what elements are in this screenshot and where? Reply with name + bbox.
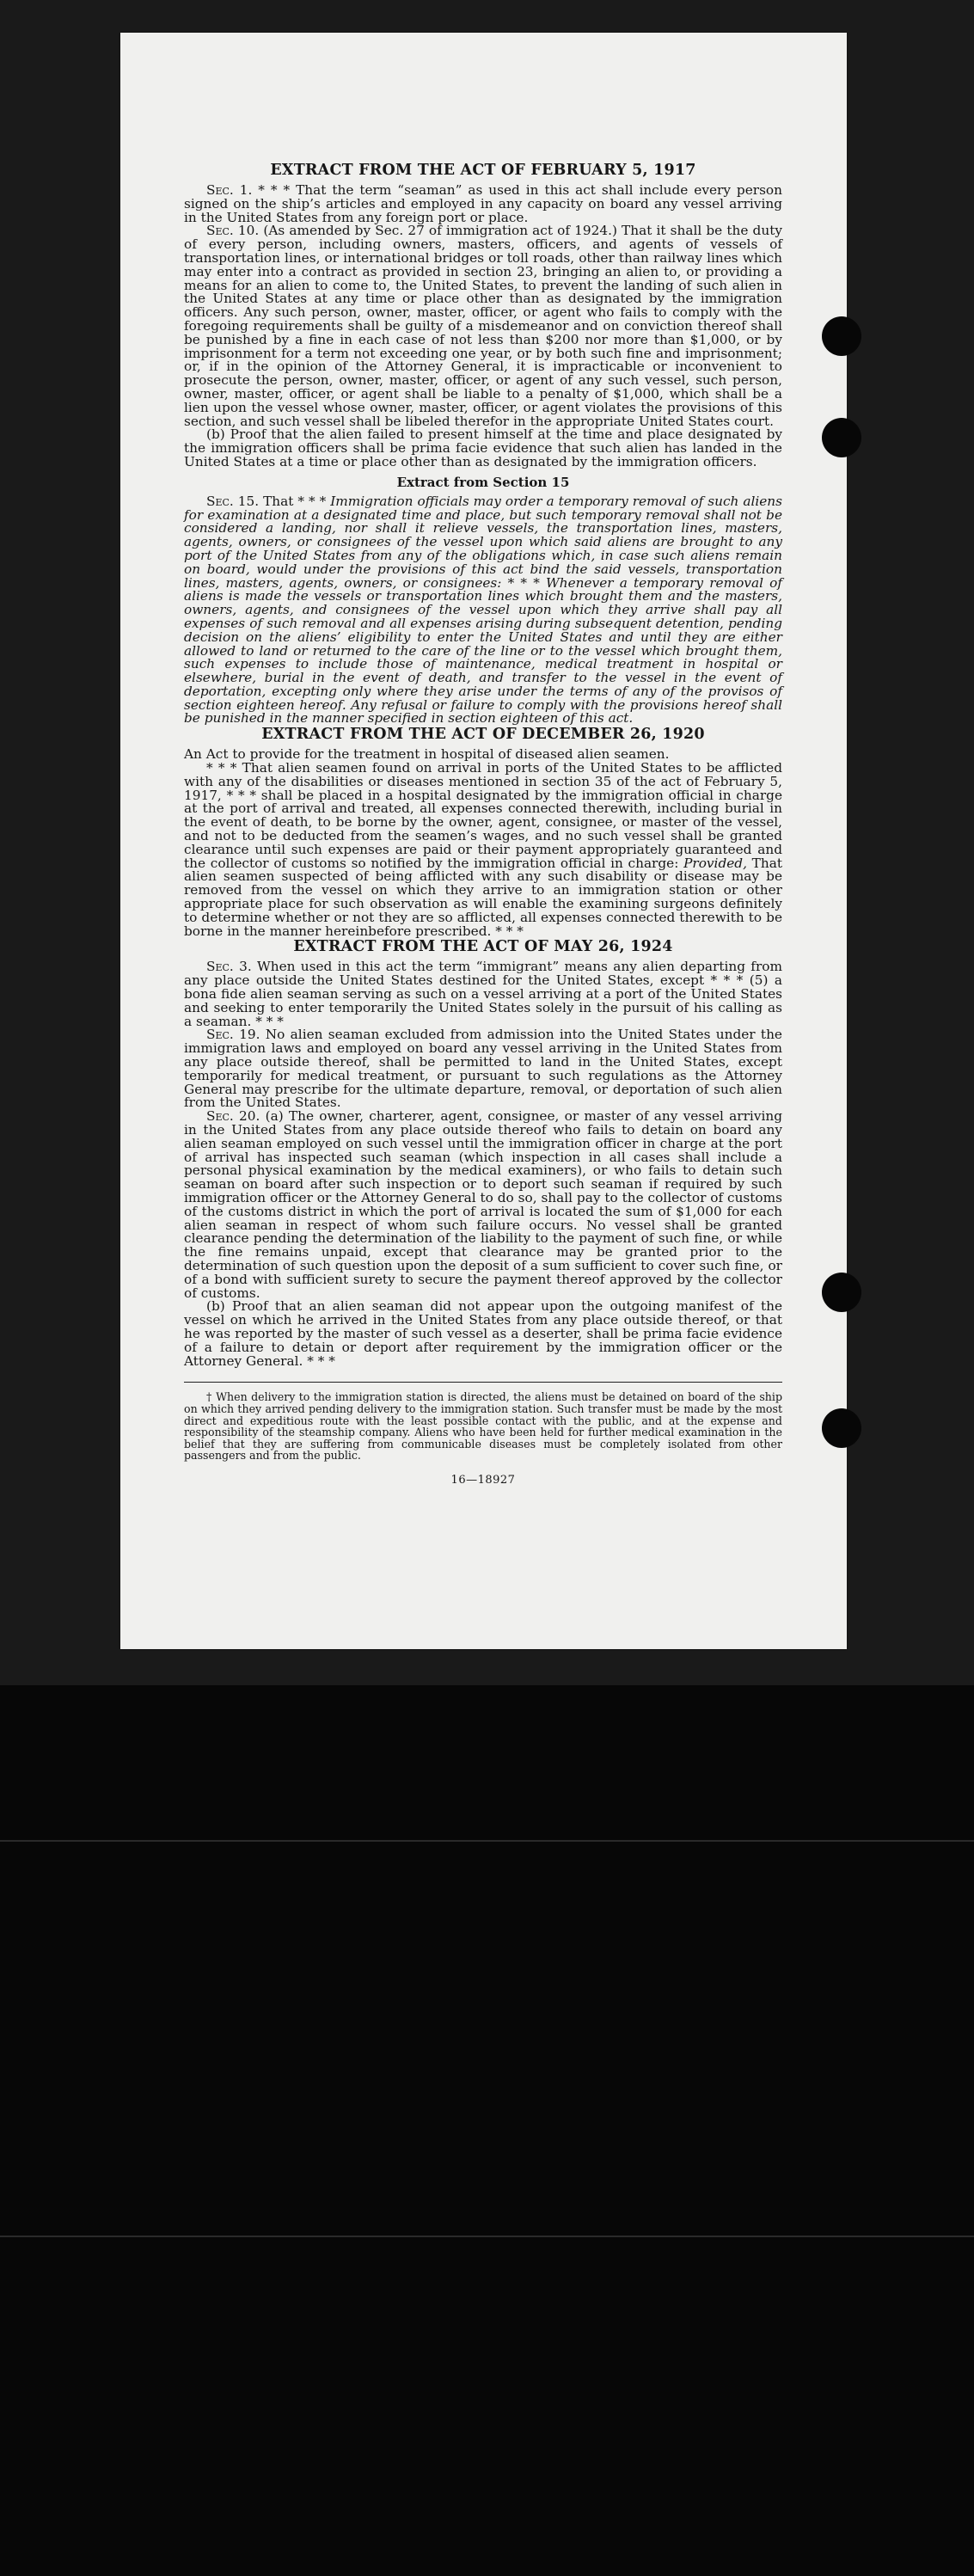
section-15 (184, 495, 782, 727)
punch-hole (822, 1273, 861, 1312)
footnote-divider (184, 1382, 782, 1383)
heading-act-1917: EXTRACT FROM THE ACT OF FEBRUARY 5, 1917 (270, 162, 696, 179)
heading-act-1920: EXTRACT FROM THE ACT OF DECEMBER 26, 1920 (261, 726, 705, 744)
form-number: 16—18927 (450, 1473, 516, 1487)
provided-clause: Provided, (683, 855, 747, 871)
punch-hole (822, 1408, 861, 1448)
section-20b (184, 1300, 782, 1368)
ellipsis-stars: * * * (258, 182, 291, 198)
act-1920-text-2: shall be placed in a hospital designated by the immigration official in charge at the port of arrival and treated, all expenses connected therewith, including burial in the event of death, to be borne by the owner, agent, consignee, or master of the vessel, and not to be deducted from the seamen’s wages, and no such vessel shall be granted clearance until such expenses are paid or their payment appropriately guaranteed and the collector of customs so notified by the immigration official in charge: (184, 787, 782, 871)
section-3-lead: Sec. 3. (206, 959, 252, 975)
section-20-lead: Sec. 20. (206, 1108, 260, 1125)
section-3-text: When used in this act the term “immigrant” means any alien departing from any place outside the United States destined for the United States, except (184, 959, 782, 989)
section-15-lead: Sec. 15. (206, 493, 260, 509)
section-10-text: (As amended by Sec. 27 of immigration act of 1924.) That it shall be the duty of every person, including owners, masters, officers, and agents of vessels of transportation lines, or international bridges or toll roads, other than railway lines which may enter into a contract as provided in section 23, bringing an alien to, or providing a means for an alien to come to, the United States, to prevent the landing of such alien in the United States at any time or place other than as designated by the immigration officers. Any such person, owner, master, officer, or agent who fails to comply with the foregoing requirements shall be guilty of a misdemeanor and on conviction thereof shall be punished by a fine in each case of not less than $200 nor more than $1,000, or by imprisonment for a term not exceeding one year, or by both such fine and imprisonment; or, if in the opinion of the Attorney General, it is impracticable or inconvenient to prosecute the person, owner, master, officer, or agent of any such vessel, such person, owner, master, officer, or agent shall be liable to a penalty of $1,000, which shall be a lien upon the vessel whose owner, master, officer, or agent violates the provisions of this section, and such vessel shall be libeled therefor in the appropriate United States court. (184, 223, 782, 429)
section-10b: (b) Proof that the alien failed to present himself at the time and place designated by the immigration officers shall be prima facie evidence that such alien has landed in the United States at a time or place other than as designated by the immigration officers. (184, 426, 782, 469)
scan-fold-line (0, 2236, 974, 2237)
act-1920-text: That alien seamen found on arrival in ports of the United States to be afflicted with any of the disabilities or diseases mentioned in section 35 of the act of February 5, 1917, (184, 760, 783, 803)
section-10 (184, 224, 782, 428)
heading-act-1924: EXTRACT FROM THE ACT OF MAY 26, 1924 (293, 938, 673, 956)
act-1920-body (184, 762, 782, 938)
section-19-text: No alien seaman excluded from admission into the United States under the immigration laws and employed on board any vessel arriving in the United States from any place outside thereof, shall be permitted to land in the United States, except temporarily for medical treatment, or pursuant to such regulations as the Attorney General may prescribe for the ultimate departure, removal, or deportation of such alien from the United States. (184, 1027, 782, 1111)
section-19 (184, 1028, 782, 1110)
act-1920-text-3: That alien seamen suspected of being afflicted with any such disability or disease may be removed from the vessel on which they arrive to an immigration station or other appropriate place for such observation as will enable the examining surgeons definitely to determine whether or not they are so afflicted, all expenses connected therewith to be borne in the manner hereinbefore prescribed. (184, 855, 782, 939)
section-19-lead: Sec. 19. (206, 1027, 260, 1043)
ellipsis-stars: * * * (226, 787, 257, 803)
footnote (184, 1391, 782, 1462)
ellipsis-stars: * * * (495, 923, 524, 939)
scan-fold-line (0, 1840, 974, 1842)
section-3-text-2: (5) a bona fide alien seaman serving as such on a vessel arriving at a port of the United States and seeking to enter temporarily the United States solely in the pursuit of his calling as a seaman. (184, 972, 782, 1029)
section-1-lead: Sec. 1. (206, 182, 253, 198)
ellipsis-stars: * * * (297, 493, 327, 509)
section-15-that: That (263, 493, 294, 509)
act-1920-intro: An Act to provide for the treatment in hospital of diseased alien seamen. (184, 746, 670, 763)
section-20-text: (a) The owner, charterer, agent, consignee, or master of any vessel arriving in the United States from any place outside thereof who fails to detain on board any alien seaman employed on such vessel until the immigration officer in charge at the port of arrival has inspected such seaman (which inspection in all cases shall include a personal physical examination by the medical examiners), or who fails to detain such seaman on board after such inspection or to deport such seaman if required by such immigration officer or the Attorney General to do so, shall pay to the collector of customs of the customs district in which the port of arrival is located the sum of $1,000 for each alien seaman in respect of whom such failure occurs. No vessel shall be granted clearance pending the determination of the liability to the payment of such fine, or while the fine remains unpaid, except that clearance may be granted prior to the determination of such question upon the deposit of a sum sufficient to cover such fine, or of a bond with sufficient surety to secure the payment thereof approved by the collector of customs. (184, 1108, 782, 1301)
footnote-text: When delivery to the immigration station is directed, the aliens must be detained on board of the ship on which they arrived pending delivery to the immigration station. Such transfer must be made by the most direct and expeditious route with the least possible contact with the public, and at the expense and responsibility of the steamship company. Aliens who have been held for further medical examination in the belief that they are suffering from communicable diseases must be completely isolated from other passengers and from the public. (184, 1390, 783, 1463)
ellipsis-stars: * * * (255, 1013, 284, 1029)
punch-hole (822, 418, 861, 457)
section-10-lead: Sec. 10. (206, 223, 260, 239)
ellipsis-stars: * * * (507, 574, 540, 591)
heading-section-15: Extract from Section 15 (396, 474, 570, 490)
punch-hole (822, 316, 861, 356)
ellipsis-stars: * * * (710, 972, 744, 989)
ellipsis-stars: * * * (307, 1352, 335, 1369)
scan-background-lower (0, 1685, 974, 2576)
ellipsis-stars: * * * (206, 760, 237, 776)
section-1 (184, 184, 782, 224)
footnote-mark: † (206, 1390, 212, 1404)
section-15-text: Immigration officials may order a temporary removal of such aliens for examination at a designated time and place, but such temporary removal shall not be considered a landing, nor shall it relieve vessels, the transportation lines, masters, agents, owners, or consignees of the vessel upon which said aliens are brought to any port of the United States from any of the obligations which, in case such aliens remain on board, would under the provisions of this act bind the said vessels, transportation lines, masters, agents, owners, or consignees: (184, 493, 782, 591)
section-15-text-2: Whenever a temporary removal of aliens is made the vessels or transportation lines which brought them and the masters, owners, agents, and consignees of the vessel upon which they arrive shall pay all expenses of such removal and all expenses arising during subsequent detention, pending decision on the aliens’ eligibility to enter the United States and until they are either allowed to land or returned to the care of the line or to the vessel which brought them, such expenses to include those of maintenance, medical treatment in hospital or elsewhere, burial in the event of death, and transfer to the vessel in the event of deportation, excepting only where they arise under the terms of any of the provisos of section eighteen hereof. Any refusal or failure to comply with the provisions hereof shall be punished in the manner specified in section eighteen of this act. (184, 574, 782, 727)
section-20b-text: (b) Proof that an alien seaman did not appear upon the outgoing manifest of the vessel on which he arrived in the United States from any place outside thereof, or that he was reported by the master of such vessel as a deserter, shall be prima facie evidence of a failure to detain or deport after requirement by the immigration officer or the Attorney General. (184, 1298, 782, 1369)
document-body (184, 162, 782, 1487)
section-20 (184, 1110, 782, 1300)
document-page (120, 33, 847, 1649)
section-3 (184, 960, 782, 1028)
section-1-text: That the term “seaman” as used in this act shall include every person signed on the ship’s articles and employed in any capacity on board any vessel arriving in the United States from any foreign port or place. (184, 182, 782, 225)
